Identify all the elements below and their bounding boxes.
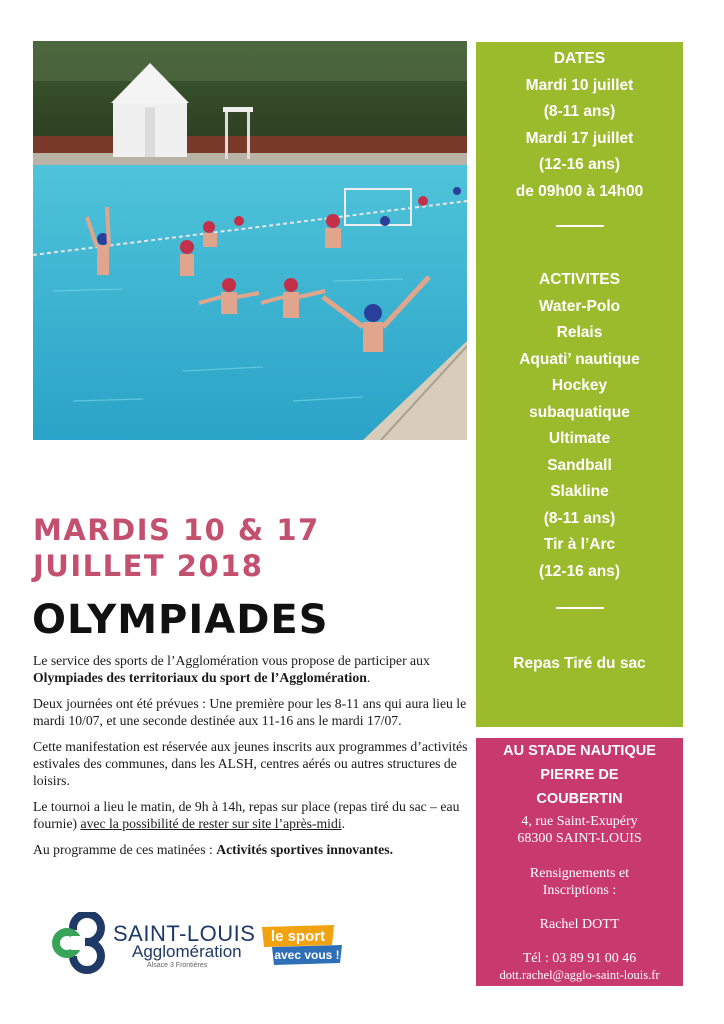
paragraph-end: .: [366, 670, 371, 685]
activity-item: Aquati’ nautique: [519, 350, 640, 368]
headline-line: JUILLET 2018: [33, 549, 264, 583]
paragraph: [33, 798, 469, 832]
pool-photo-illustration: [33, 41, 467, 440]
date-line: Mardi 10 juillet: [525, 76, 634, 94]
info-line: Inscriptions :: [542, 883, 617, 898]
sport-badge: [262, 925, 346, 972]
venue-line: PIERRE DE: [540, 767, 619, 783]
dates-heading: DATES: [553, 50, 606, 67]
divider: [556, 607, 604, 609]
activity-item: Relais: [556, 324, 603, 341]
activity-item: Sandball: [547, 456, 612, 474]
address-line: 68300 SAINT-LOUIS: [517, 831, 642, 846]
paragraph-end: .: [341, 816, 346, 831]
dates-activities-panel: [476, 42, 683, 727]
paragraph: Deux journées ont été prévues : Une première pour les 8-11 ans qui aura lieu le mardi 10/07, et une seconde destinée aux 11-16 ans le mardi 17/07.: [33, 696, 467, 728]
address-line: 4, rue Saint-Exupéry: [521, 814, 638, 829]
paragraph-bold: Activités sportives innovantes.: [216, 842, 393, 857]
sport-badge-graphic: [262, 925, 346, 967]
meal-info: Repas Tiré du sac: [513, 655, 646, 672]
activity-item: Ultimate: [548, 430, 611, 447]
email-link[interactable]: dott.rachel@agglo-saint-louis.fr: [499, 968, 660, 982]
venue-line: AU STADE NAUTIQUE: [503, 743, 656, 759]
event-title: OLYMPIADES: [32, 597, 329, 643]
activities-heading: ACTIVITES: [539, 271, 620, 288]
badge-line: le sport: [270, 928, 326, 945]
date-line: Mardi 17 juillet: [525, 129, 634, 147]
paragraph: [33, 841, 469, 858]
location-panel: [476, 738, 683, 986]
activity-item: Hockey: [551, 377, 608, 394]
logo-tagline: Alsace 3 Frontières: [147, 962, 208, 969]
paragraph: Cette manifestation est réservée aux jeunes inscrits aux programmes d’activités estivales des communes, dans les ALSH, centres aérés ou autres structures de loisirs.: [33, 739, 468, 788]
paragraph-underline: avec la possibilité de rester sur site l’après-midi: [80, 816, 342, 831]
activity-item: Tir à l’Arc: [543, 536, 616, 553]
body-text: [33, 652, 469, 867]
pool-photo: [33, 41, 467, 440]
logo-subtitle: Agglomération: [132, 942, 242, 961]
activity-item: Water-Polo: [538, 297, 621, 315]
phone-number: Tél : 03 89 91 00 46: [522, 951, 637, 966]
paragraph: [33, 652, 469, 686]
headline-line: MARDIS 10 & 17: [33, 513, 320, 547]
paragraph-text: Le tournoi a lieu le matin, de 9h à 14h, repas sur place (repas tiré du sac – eau fournie): [33, 799, 460, 831]
contact-name: Rachel DOTT: [539, 917, 620, 932]
activity-item: (12-16 ans): [539, 562, 620, 580]
activity-item: subaquatique: [529, 403, 630, 421]
headline: [33, 512, 320, 584]
venue-line: COUBERTIN: [536, 791, 623, 807]
activity-item: Slakline: [550, 483, 609, 500]
date-line: (8-11 ans): [543, 103, 616, 120]
activity-item: (8-11 ans): [543, 509, 616, 527]
paragraph-bold: Olympiades des territoriaux du sport de l’Agglomération: [33, 670, 367, 685]
paragraph-text: Le service des sports de l’Agglomération vous propose de participer aux: [33, 653, 430, 668]
saint-louis-logo-mark: [47, 912, 107, 979]
badge-line: avec vous !: [274, 948, 340, 962]
date-line: (12-16 ans): [539, 156, 620, 173]
logo-name: SAINT-LOUIS: [113, 921, 256, 946]
saint-louis-logo-icon: [47, 912, 107, 974]
divider: [556, 225, 604, 227]
paragraph-text: Au programme de ces matinées :: [33, 842, 217, 857]
info-line: Rensignements et: [529, 866, 630, 881]
time-line: de 09h00 à 14h00: [515, 182, 644, 200]
